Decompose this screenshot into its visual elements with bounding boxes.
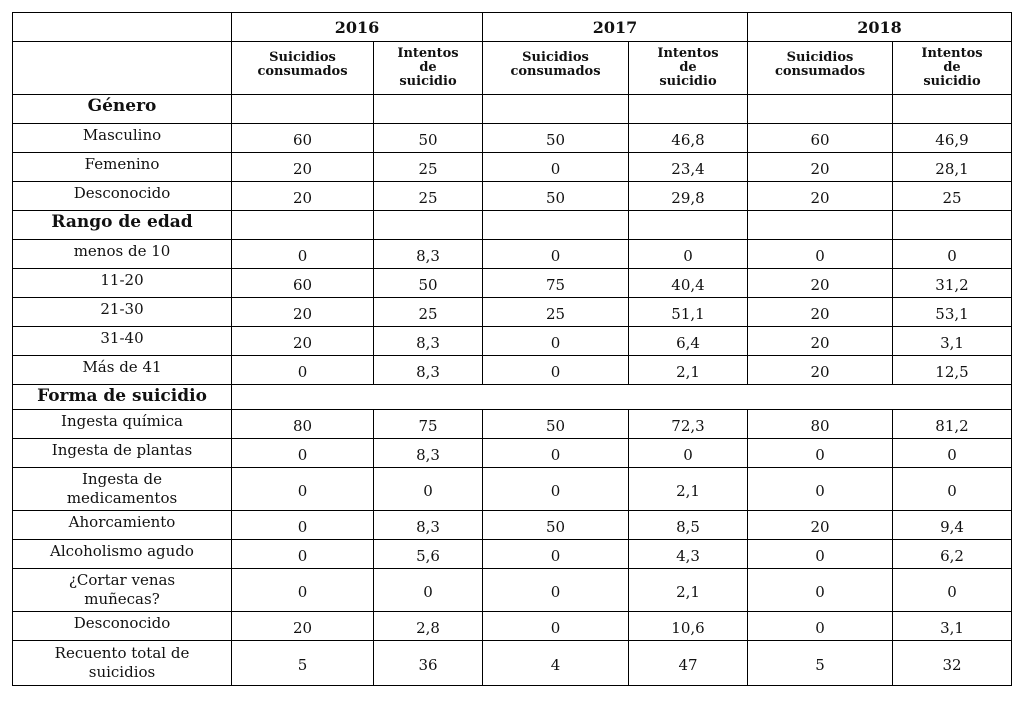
subheader-text: suicidio — [399, 74, 457, 89]
row-label: menos de 10 — [13, 240, 232, 269]
value-cell: 0 — [483, 240, 629, 269]
value-cell: 25 — [374, 153, 483, 182]
value-cell: 20 — [232, 182, 374, 211]
value-cell: 0 — [232, 240, 374, 269]
table-row — [13, 540, 1012, 569]
value-cell: 0 — [893, 569, 1012, 612]
value-cell: 0 — [748, 569, 893, 612]
subheader-consumados — [748, 42, 893, 95]
row-label: Más de 41 — [13, 356, 232, 385]
value-cell: 20 — [748, 269, 893, 298]
value-cell: 0 — [483, 540, 629, 569]
value-cell: 8,3 — [374, 439, 483, 468]
value-cell: 81,2 — [893, 410, 1012, 439]
corner-cell — [13, 13, 232, 42]
row-label-line: Ingesta de — [82, 470, 162, 488]
section-empty-cell — [232, 211, 374, 240]
table-row — [13, 439, 1012, 468]
value-cell: 2,8 — [374, 612, 483, 641]
value-cell: 0 — [748, 540, 893, 569]
value-cell: 36 — [374, 641, 483, 686]
value-cell: 2,1 — [629, 356, 748, 385]
value-cell: 47 — [629, 641, 748, 686]
row-label — [13, 641, 232, 686]
section-empty-cell — [483, 95, 629, 124]
section-empty-cell — [748, 211, 893, 240]
subheader-text: de — [419, 60, 437, 75]
value-cell: 4 — [483, 641, 629, 686]
value-cell: 80 — [748, 410, 893, 439]
subheader-intentos — [374, 42, 483, 95]
row-label: Desconocido — [13, 182, 232, 211]
total-row — [13, 641, 1012, 686]
value-cell: 20 — [748, 182, 893, 211]
section-empty-cell — [893, 95, 1012, 124]
value-cell: 20 — [748, 356, 893, 385]
subheader-text: Suicidios — [269, 50, 336, 65]
value-cell: 23,4 — [629, 153, 748, 182]
value-cell: 2,1 — [629, 569, 748, 612]
row-label: Alcoholismo agudo — [13, 540, 232, 569]
value-cell: 0 — [629, 240, 748, 269]
row-label-line: medicamentos — [66, 489, 178, 507]
value-cell: 0 — [483, 468, 629, 511]
value-cell: 40,4 — [629, 269, 748, 298]
value-cell: 0 — [483, 612, 629, 641]
value-cell: 80 — [232, 410, 374, 439]
value-cell: 20 — [232, 612, 374, 641]
value-cell: 0 — [232, 356, 374, 385]
value-cell: 29,8 — [629, 182, 748, 211]
value-cell: 0 — [748, 468, 893, 511]
value-cell: 20 — [748, 327, 893, 356]
section-empty-cell — [893, 211, 1012, 240]
value-cell: 53,1 — [893, 298, 1012, 327]
row-label-line: suicidios — [88, 663, 156, 681]
subheader-text: Suicidios — [786, 50, 854, 65]
subheader-intentos — [893, 42, 1012, 95]
section-header-row — [13, 385, 1012, 410]
table-row — [13, 298, 1012, 327]
table-row — [13, 153, 1012, 182]
row-label: Ingesta de plantas — [13, 439, 232, 468]
table-row — [13, 327, 1012, 356]
value-cell: 0 — [893, 240, 1012, 269]
value-cell: 25 — [374, 298, 483, 327]
subheader-text: consumados — [257, 64, 348, 79]
subheader-text: de — [943, 60, 961, 75]
subheader-text: suicidio — [659, 74, 717, 89]
value-cell: 46,8 — [629, 124, 748, 153]
value-cell: 0 — [374, 468, 483, 511]
value-cell: 8,5 — [629, 511, 748, 540]
year-header-2017: 2017 — [483, 13, 748, 42]
value-cell: 5,6 — [374, 540, 483, 569]
value-cell: 0 — [483, 327, 629, 356]
value-cell: 20 — [232, 153, 374, 182]
value-cell: 0 — [893, 468, 1012, 511]
value-cell: 60 — [232, 124, 374, 153]
subheader-row — [13, 42, 1012, 95]
section-empty-cell — [232, 385, 1012, 410]
value-cell: 50 — [483, 182, 629, 211]
row-label: Femenino — [13, 153, 232, 182]
table-row — [13, 410, 1012, 439]
section-empty-cell — [748, 95, 893, 124]
value-cell: 10,6 — [629, 612, 748, 641]
subheader-text: suicidio — [923, 74, 981, 89]
section-empty-cell — [483, 211, 629, 240]
value-cell: 5 — [748, 641, 893, 686]
value-cell: 0 — [232, 569, 374, 612]
subheader-text: Intentos — [657, 46, 719, 61]
value-cell: 8,3 — [374, 240, 483, 269]
value-cell: 20 — [232, 298, 374, 327]
year-header-2016: 2016 — [232, 13, 483, 42]
value-cell: 0 — [483, 569, 629, 612]
value-cell: 32 — [893, 641, 1012, 686]
value-cell: 3,1 — [893, 327, 1012, 356]
table-row — [13, 612, 1012, 641]
row-label — [13, 468, 232, 511]
value-cell: 20 — [748, 511, 893, 540]
value-cell: 0 — [748, 612, 893, 641]
value-cell: 8,3 — [374, 327, 483, 356]
value-cell: 25 — [893, 182, 1012, 211]
subheader-text: de — [679, 60, 697, 75]
table-row — [13, 569, 1012, 612]
table-row — [13, 511, 1012, 540]
section-header-row — [13, 95, 1012, 124]
value-cell: 0 — [232, 511, 374, 540]
value-cell: 0 — [629, 439, 748, 468]
table-row — [13, 240, 1012, 269]
value-cell: 20 — [748, 153, 893, 182]
row-label: Ahorcamiento — [13, 511, 232, 540]
subheader-corner — [13, 42, 232, 95]
value-cell: 20 — [232, 327, 374, 356]
value-cell: 5 — [232, 641, 374, 686]
value-cell: 50 — [483, 511, 629, 540]
section-empty-cell — [629, 211, 748, 240]
value-cell: 50 — [483, 124, 629, 153]
value-cell: 6,2 — [893, 540, 1012, 569]
subheader-text: Intentos — [921, 46, 983, 61]
value-cell: 8,3 — [374, 511, 483, 540]
suicide-statistics-table — [12, 12, 1012, 686]
value-cell: 4,3 — [629, 540, 748, 569]
section-empty-cell — [374, 211, 483, 240]
row-label: Masculino — [13, 124, 232, 153]
row-label — [13, 569, 232, 612]
value-cell: 50 — [483, 410, 629, 439]
value-cell: 6,4 — [629, 327, 748, 356]
year-header-row — [13, 13, 1012, 42]
value-cell: 51,1 — [629, 298, 748, 327]
subheader-consumados — [232, 42, 374, 95]
value-cell: 60 — [232, 269, 374, 298]
section-title: Rango de edad — [13, 211, 232, 240]
value-cell: 75 — [374, 410, 483, 439]
table-row — [13, 182, 1012, 211]
table-row — [13, 356, 1012, 385]
row-label-line: Recuento total de — [54, 644, 190, 662]
table-row — [13, 468, 1012, 511]
value-cell: 20 — [748, 298, 893, 327]
section-empty-cell — [374, 95, 483, 124]
value-cell: 9,4 — [893, 511, 1012, 540]
value-cell: 0 — [232, 439, 374, 468]
subheader-text: consumados — [774, 64, 866, 79]
subheader-intentos — [629, 42, 748, 95]
subheader-text: consumados — [510, 64, 601, 79]
section-header-row — [13, 211, 1012, 240]
subheader-text: Suicidios — [522, 50, 589, 65]
value-cell: 0 — [374, 569, 483, 612]
table-row — [13, 124, 1012, 153]
row-label: 21-30 — [13, 298, 232, 327]
section-empty-cell — [232, 95, 374, 124]
value-cell: 12,5 — [893, 356, 1012, 385]
value-cell: 60 — [748, 124, 893, 153]
value-cell: 75 — [483, 269, 629, 298]
value-cell: 31,2 — [893, 269, 1012, 298]
value-cell: 25 — [483, 298, 629, 327]
value-cell: 50 — [374, 269, 483, 298]
year-header-2018: 2018 — [748, 13, 1012, 42]
value-cell: 3,1 — [893, 612, 1012, 641]
row-label-line: ¿Cortar venas — [68, 571, 176, 589]
row-label: 11-20 — [13, 269, 232, 298]
value-cell: 0 — [748, 240, 893, 269]
section-title: Género — [13, 95, 232, 124]
row-label-line: muñecas? — [84, 590, 160, 608]
value-cell: 50 — [374, 124, 483, 153]
section-title: Forma de suicidio — [13, 385, 232, 410]
row-label: Desconocido — [13, 612, 232, 641]
value-cell: 0 — [893, 439, 1012, 468]
row-label: Ingesta química — [13, 410, 232, 439]
value-cell: 46,9 — [893, 124, 1012, 153]
value-cell: 28,1 — [893, 153, 1012, 182]
section-empty-cell — [629, 95, 748, 124]
value-cell: 2,1 — [629, 468, 748, 511]
subheader-text: Intentos — [397, 46, 459, 61]
value-cell: 0 — [232, 540, 374, 569]
value-cell: 0 — [748, 439, 893, 468]
value-cell: 0 — [483, 153, 629, 182]
table-row — [13, 269, 1012, 298]
value-cell: 0 — [483, 356, 629, 385]
row-label: 31-40 — [13, 327, 232, 356]
subheader-consumados — [483, 42, 629, 95]
value-cell: 0 — [483, 439, 629, 468]
value-cell: 0 — [232, 468, 374, 511]
value-cell: 25 — [374, 182, 483, 211]
value-cell: 72,3 — [629, 410, 748, 439]
value-cell: 8,3 — [374, 356, 483, 385]
